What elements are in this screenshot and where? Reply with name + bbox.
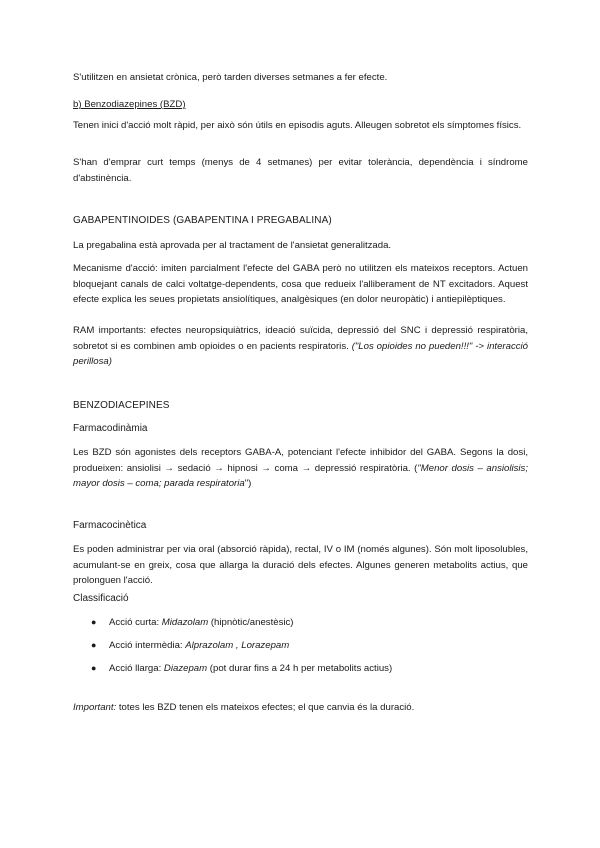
list-item xyxy=(73,638,528,661)
farmacocinetica-text: Es poden administrar per via oral (absorció ràpida), rectal, IV o IM (només algunes). Són molt liposolubles, acumulant-se en greix, cosa que allarga la duració dels efectes. Algunes generen metabolits actius, que prolonguen l'acció. xyxy=(73,544,528,586)
item-label: Acció intermèdia: xyxy=(109,640,186,651)
important-text: totes les BZD tenen els mateixos efectes; el que canvia és la duració. xyxy=(116,702,415,713)
bzd-paragraph-1: Tenen inici d'acció molt ràpid, per això són útils en episodis aguts. Alleugen sobretot els símptomes físics. xyxy=(73,120,522,131)
bzd-paragraph-2: S'han d'emprar curt temps (menys de 4 setmanes) per evitar tolerància, dependència i síndrome d'abstinència. xyxy=(73,157,528,184)
item-label: Acció llarga: xyxy=(109,663,164,674)
bzd-heading: b) Benzodiazepines (BZD) xyxy=(73,99,186,110)
important-note xyxy=(73,700,528,716)
list-item xyxy=(73,615,528,638)
farmacocinetica-title: Farmacocinètica xyxy=(73,520,147,531)
item-label: Acció curta: xyxy=(109,617,162,628)
important-label: Important: xyxy=(73,702,117,713)
farmacodinamia-title: Farmacodinàmia xyxy=(73,423,148,434)
farmacodinamia-body: Les BZD són agonistes dels receptors GABA-A, potenciant l'efecte inhibidor del GABA. Segons la dosi, produeixen: ansiolisi → sedació → hipnosi → coma → depressió respiratòria. ( xyxy=(73,447,528,474)
gaba-paragraph-1: La pregabalina està aprovada per al tractament de l'ansietat generalitzada. xyxy=(73,240,392,251)
farmacodinamia-close: ") xyxy=(244,478,252,489)
item-note: (hipnòtic/anestèsic) xyxy=(208,617,294,628)
item-note: (pot durar fins a 24 h per metabolits actius) xyxy=(207,663,393,674)
classification-list xyxy=(73,615,528,684)
gaba-heading: GABAPENTINOIDES (GABAPENTINA I PREGABALINA) xyxy=(73,215,332,226)
farmacodinamia-italic: "Menor dosis – ansiolisis; mayor dosis – coma; parada respiratoria xyxy=(73,462,528,489)
gaba-ram-italic: ("Los opioides no pueden!!!" -> interacció perillosa) xyxy=(73,340,529,367)
bullet-icon: ● xyxy=(91,663,97,673)
bullet-icon: ● xyxy=(91,617,97,627)
gaba-paragraph-ram xyxy=(73,323,528,370)
gaba-ram-text: RAM importants: efectes neuropsiquiàtrics, ideació suïcida, depressió del SNC i depressió respiratòria, sobretot si es combinen amb opioides o en pacients respiratoris. xyxy=(73,325,528,352)
item-drugs: Midazolam xyxy=(161,617,209,628)
list-item xyxy=(73,661,528,684)
item-drugs: Diazepam xyxy=(163,663,208,674)
bullet-icon: ● xyxy=(91,640,97,650)
classificacio-title: Classificació xyxy=(73,593,129,604)
item-drugs: Alprazolam , Lorazepam xyxy=(185,640,290,651)
intro-line: S'utilitzen en ansietat crònica, però tarden diverses setmanes a fer efecte. xyxy=(73,72,388,83)
benzo-heading: BENZODIACEPINES xyxy=(73,400,170,411)
farmacodinamia-text xyxy=(73,445,528,492)
gaba-paragraph-mechanism: Mecanisme d'acció: imiten parcialment l'efecte del GABA però no utilitzen els mateixos receptors. Actuen bloquejant canals de calci voltatge-dependents, cosa que redueix l'alliberament de NT excitadors. Aquest efecte explica les seues propietats ansiolítiques, analgèsiques (en dolor neuropàtic) i antiepilèptiques. xyxy=(73,263,528,305)
